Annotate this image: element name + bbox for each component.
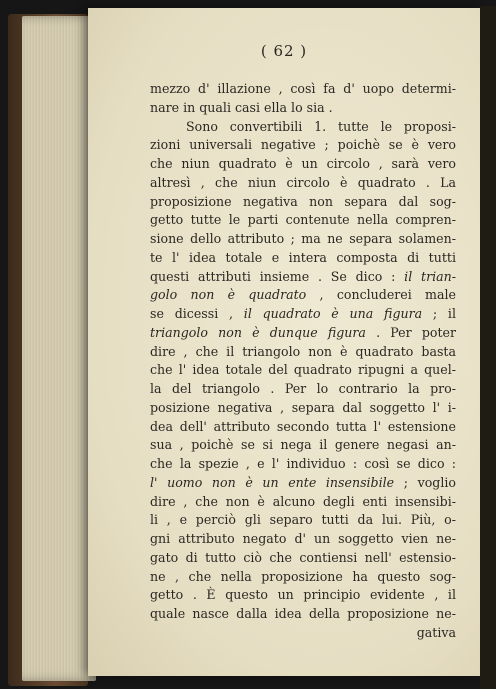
page-number: ( 62 ) <box>260 42 308 60</box>
text-line: posizione negativa , separa dal soggetto l' i- <box>150 399 456 415</box>
text-line: altresì , che niun circolo è quadrato . La <box>150 174 456 190</box>
page-edges <box>22 16 96 681</box>
text-line: golo non è quadrato , concluderei male <box>150 287 456 303</box>
book-page <box>88 8 480 676</box>
text-line: sione dello attributo ; ma ne separa solamen- <box>150 231 456 246</box>
text-line: che l' idea totale del quadrato ripugni a quel- <box>150 362 456 378</box>
text-line: getto . È questo un principio evidente , il <box>150 587 456 603</box>
text-line: Sono convertibili 1. tutte le proposi- <box>186 118 456 134</box>
text-line: se dicessi , il quadrato è una figura ; il <box>150 306 456 321</box>
text-line: triangolo non è dunque figura . Per poter <box>150 324 457 340</box>
text-line: dire , che il triangolo non è quadrato basta <box>150 343 456 359</box>
text-line: zioni universali negative ; poichè se è vero <box>150 137 456 153</box>
catchword: gativa <box>416 624 456 640</box>
text-line: la del triangolo . Per lo contrario la pro- <box>150 381 456 396</box>
text-line: dire , che non è alcuno degli enti insensibi- <box>150 493 456 509</box>
text-line: che niun quadrato è un circolo , sarà vero <box>150 156 456 171</box>
text-line: nare in quali casi ella lo sia . <box>150 99 333 115</box>
text-line: sua , poichè se si nega il genere negasi an- <box>150 437 456 453</box>
text-line: proposizione negativa non separa dal sog- <box>150 193 456 209</box>
text-line: li , e perciò gli separo tutti da lui. Più, o- <box>150 512 456 528</box>
text-line: dea dell' attributo secondo tutta l' estensione <box>150 418 456 434</box>
text-line: che la spezie , e l' individuo : così se dico : <box>150 456 456 471</box>
text-line: gato di tutto ciò che contiensi nell' estensio- <box>150 549 456 565</box>
scan-edge-strip <box>480 6 496 689</box>
text-line: l' uomo non è un ente insensibile ; voglio <box>150 474 456 490</box>
text-line: mezzo d' illazione , così fa d' uopo determi- <box>150 81 456 96</box>
text-line: getto tutte le parti contenute nella compren- <box>150 212 456 228</box>
text-line: ne , che nella proposizione ha questo sog- <box>150 568 456 584</box>
text-line: questi attributi insieme . Se dico : il trian- <box>150 268 457 284</box>
text-line: quale nasce dalla idea della proposizione ne- <box>150 606 456 621</box>
text-line: te l' idea totale e intera composta di tutti <box>150 249 456 265</box>
text-line: gni attributo negato d' un soggetto vien ne- <box>150 531 456 546</box>
page-text <box>150 80 456 643</box>
